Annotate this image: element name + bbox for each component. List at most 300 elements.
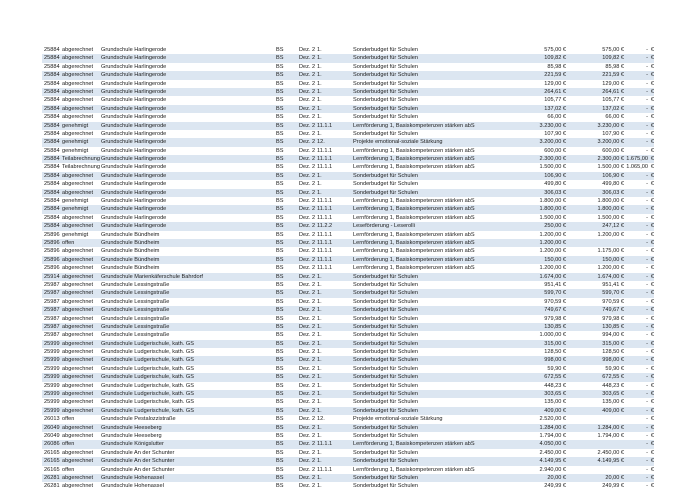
cell-bs: BS: [276, 458, 284, 465]
cell-id: 25999: [44, 399, 60, 406]
cell-code: 1.: [317, 105, 322, 112]
cell-status: abgerechnet: [62, 88, 94, 95]
cell-currency: €: [650, 474, 654, 481]
cell-bs: BS: [276, 181, 284, 188]
cell-currency: €: [650, 483, 654, 490]
cell-amount-settled: 137,02 €: [602, 105, 624, 112]
cell-amount-settled: 303,65 €: [602, 391, 624, 398]
cell-code: 1.: [317, 273, 322, 280]
cell-dezernat: Dez. 2: [299, 72, 316, 79]
cell-amount-settled: 1.794,00 €: [597, 432, 624, 439]
cell-status: abgerechnet: [62, 483, 94, 490]
cell-amount-settled: 130,85 €: [602, 323, 624, 330]
cell-bs: BS: [276, 88, 284, 95]
cell-id: 25884: [44, 72, 60, 79]
cell-amount-partial: -: [646, 97, 648, 104]
cell-dezernat: Dez. 2: [299, 47, 316, 53]
cell-amount-settled: 247,12 €: [602, 223, 624, 230]
cell-amount-requested: 2.450,00 €: [539, 449, 566, 456]
cell-dezernat: Dez. 2: [299, 256, 316, 263]
cell-bs: BS: [276, 382, 284, 389]
cell-amount-partial: -: [646, 172, 648, 179]
cell-school: Grundschule Bündheim: [101, 256, 160, 263]
cell-dezernat: Dez. 2: [299, 458, 316, 465]
cell-amount-requested: 221,59 €: [544, 72, 566, 79]
cell-bs: BS: [276, 374, 284, 381]
cell-school: Grundschule Ludgerischule, kath. GS: [101, 391, 194, 398]
cell-code: 1.: [317, 399, 322, 406]
cell-program: Lernförderung 1, Basiskompetenzen stärken abS: [353, 441, 475, 448]
cell-dezernat: Dez. 2: [299, 407, 316, 414]
cell-amount-settled: 1.284,00 €: [597, 424, 624, 431]
cell-id: 25987: [44, 323, 60, 330]
table-row: [42, 340, 654, 348]
cell-status: abgerechnet: [62, 323, 94, 330]
cell-dezernat: Dez. 2: [299, 206, 316, 213]
cell-amount-settled: 306,03 €: [602, 189, 624, 196]
cell-program: Sonderbudget für Schulen: [353, 97, 418, 104]
cell-amount-settled: 1.500,00 €: [597, 214, 624, 221]
cell-program: Sonderbudget für Schulen: [353, 458, 418, 465]
table-row: [42, 407, 654, 415]
cell-bs: BS: [276, 449, 284, 456]
cell-school: Grundschule Harlingerode: [101, 55, 167, 62]
cell-code: 1.: [317, 72, 322, 79]
cell-amount-requested: 1.200,00 €: [539, 231, 566, 238]
table-row: [42, 306, 654, 314]
cell-currency: €: [650, 256, 654, 263]
cell-status: abgerechnet: [62, 374, 94, 381]
cell-code: 1.: [317, 315, 322, 322]
cell-amount-requested: 409,00 €: [544, 407, 566, 414]
cell-amount-requested: 749,67 €: [544, 307, 566, 314]
cell-dezernat: Dez. 2: [299, 139, 316, 146]
cell-program: Projekte emotional-soziale Stärkung: [353, 416, 443, 423]
cell-status: genehmigt: [62, 139, 89, 146]
cell-school: Grundschule Ludgerischule, kath. GS: [101, 382, 194, 389]
cell-currency: €: [650, 47, 654, 53]
cell-amount-partial: -: [646, 399, 648, 406]
cell-bs: BS: [276, 172, 284, 179]
cell-program: Sonderbudget für Schulen: [353, 273, 418, 280]
cell-id: 25884: [44, 206, 60, 213]
cell-school: Grundschule Ludgerischule, kath. GS: [101, 365, 194, 372]
cell-school: Grundschule Lessingstraße: [101, 281, 170, 288]
cell-id: 25884: [44, 198, 60, 205]
cell-code: 1.: [317, 407, 322, 414]
cell-id: 25884: [44, 88, 60, 95]
cell-status: abgerechnet: [62, 449, 94, 456]
cell-currency: €: [650, 181, 654, 188]
cell-dezernat: Dez. 2: [299, 164, 316, 171]
cell-amount-partial: -: [646, 332, 648, 339]
cell-currency: €: [650, 340, 654, 347]
cell-id: 25999: [44, 391, 60, 398]
cell-amount-requested: 20,00 €: [547, 474, 566, 481]
cell-school: Grundschule Harlingerode: [101, 114, 167, 121]
cell-amount-settled: 20,00 €: [605, 474, 624, 481]
cell-currency: €: [650, 441, 654, 448]
cell-currency: €: [650, 273, 654, 280]
cell-id: 25987: [44, 307, 60, 314]
cell-status: abgerechnet: [62, 130, 94, 137]
cell-id: 25999: [44, 382, 60, 389]
cell-currency: €: [650, 105, 654, 112]
table-row: [42, 281, 654, 289]
cell-status: abgerechnet: [62, 432, 94, 439]
cell-program: Lernförderung 1, Basiskompetenzen stärken abS: [353, 198, 475, 205]
cell-program: Lernförderung 1, Basiskompetenzen stärken abS: [353, 248, 475, 255]
cell-currency: €: [650, 458, 654, 465]
cell-status: abgerechnet: [62, 273, 94, 280]
cell-school: Grundschule Harlingerode: [101, 164, 167, 171]
cell-school: Grundschule Harlingerode: [101, 97, 167, 104]
cell-amount-requested: 979,98 €: [544, 315, 566, 322]
cell-code: 1.: [317, 332, 322, 339]
cell-status: abgerechnet: [62, 189, 94, 196]
cell-amount-requested: 998,00 €: [544, 357, 566, 364]
cell-school: Grundschule Lessingstraße: [101, 323, 170, 330]
table-row: [42, 356, 654, 364]
cell-school: Grundschule Harlingerode: [101, 105, 167, 112]
cell-bs: BS: [276, 290, 284, 297]
cell-amount-partial: -: [646, 214, 648, 221]
cell-amount-partial: -: [646, 474, 648, 481]
cell-amount-settled: 970,59 €: [602, 298, 624, 305]
cell-program: Sonderbudget für Schulen: [353, 63, 418, 70]
cell-id: 25884: [44, 114, 60, 121]
cell-code: 1.: [317, 432, 322, 439]
cell-amount-requested: 499,80 €: [544, 181, 566, 188]
cell-status: Teilabrechnung: [62, 156, 100, 163]
cell-amount-requested: 66,00 €: [547, 114, 566, 121]
cell-code: 1.: [317, 449, 322, 456]
cell-program: Lernförderung 1, Basiskompetenzen stärken abS: [353, 256, 475, 263]
cell-dezernat: Dez. 2: [299, 441, 316, 448]
cell-id: 25884: [44, 147, 60, 154]
cell-amount-requested: 1.284,00 €: [539, 424, 566, 431]
cell-status: abgerechnet: [62, 298, 94, 305]
cell-id: 25999: [44, 374, 60, 381]
cell-amount-requested: 109,82 €: [544, 55, 566, 62]
cell-amount-partial: -: [646, 105, 648, 112]
cell-id: 25999: [44, 365, 60, 372]
cell-id: 25884: [44, 63, 60, 70]
cell-program: Sonderbudget für Schulen: [353, 399, 418, 406]
cell-id: 25884: [44, 80, 60, 87]
cell-bs: BS: [276, 349, 284, 356]
cell-bs: BS: [276, 114, 284, 121]
table-row: [42, 289, 654, 297]
cell-code: 1.: [317, 114, 322, 121]
cell-school: Grundschule Lessingstraße: [101, 315, 170, 322]
cell-id: 25884: [44, 55, 60, 62]
cell-school: Grundschule Harlingerode: [101, 189, 167, 196]
cell-amount-requested: 4.050,00 €: [539, 441, 566, 448]
cell-dezernat: Dez. 2: [299, 248, 316, 255]
cell-dezernat: Dez. 2: [299, 130, 316, 137]
cell-amount-settled: 1.200,00 €: [597, 265, 624, 272]
cell-currency: €: [650, 391, 654, 398]
cell-program: Sonderbudget für Schulen: [353, 298, 418, 305]
cell-bs: BS: [276, 214, 284, 221]
cell-amount-partial: -: [646, 114, 648, 121]
cell-amount-requested: 130,85 €: [544, 323, 566, 330]
cell-amount-requested: 1.200,00 €: [539, 265, 566, 272]
cell-program: Sonderbudget für Schulen: [353, 114, 418, 121]
cell-amount-settled: 2.450,00 €: [597, 449, 624, 456]
cell-school: Grundschule Harlingerode: [101, 47, 167, 53]
cell-code: 1.: [317, 80, 322, 87]
cell-id: 26086: [44, 441, 60, 448]
cell-amount-partial: -: [646, 349, 648, 356]
cell-school: Grundschule Harlingerode: [101, 172, 167, 179]
cell-amount-partial: -: [646, 47, 648, 53]
cell-currency: €: [650, 130, 654, 137]
table-row: [42, 273, 654, 281]
cell-bs: BS: [276, 357, 284, 364]
table-row: [42, 424, 654, 432]
cell-bs: BS: [276, 416, 284, 423]
table-row: [42, 449, 654, 457]
cell-amount-partial: -: [646, 407, 648, 414]
cell-bs: BS: [276, 239, 284, 246]
cell-code: 1.: [317, 374, 322, 381]
table-row: [42, 373, 654, 381]
cell-dezernat: Dez. 2: [299, 181, 316, 188]
cell-bs: BS: [276, 474, 284, 481]
cell-currency: €: [650, 80, 654, 87]
cell-dezernat: Dez. 2: [299, 307, 316, 314]
cell-bs: BS: [276, 298, 284, 305]
cell-amount-requested: 970,59 €: [544, 298, 566, 305]
cell-amount-requested: 3.200,00 €: [539, 139, 566, 146]
cell-bs: BS: [276, 156, 284, 163]
cell-program: Lernförderung 1, Basiskompetenzen stärken abS: [353, 147, 475, 154]
cell-bs: BS: [276, 323, 284, 330]
cell-code: 11.1.1: [317, 147, 333, 154]
table-row: [42, 80, 654, 88]
cell-id: 25987: [44, 315, 60, 322]
cell-school: Grundschule Lessingstraße: [101, 298, 170, 305]
cell-school: Grundschule Harlingerode: [101, 223, 167, 230]
cell-amount-settled: 128,50 €: [602, 349, 624, 356]
cell-id: 25884: [44, 181, 60, 188]
cell-school: Grundschule Lessingstraße: [101, 332, 170, 339]
cell-school: Grundschule Harlingerode: [101, 181, 167, 188]
table-row: [42, 365, 654, 373]
cell-amount-partial: -: [646, 382, 648, 389]
cell-code: 11.1.1: [317, 231, 333, 238]
cell-code: 11.1.1: [317, 466, 333, 473]
table-row: [42, 122, 654, 130]
cell-bs: BS: [276, 63, 284, 70]
table-row: [42, 71, 654, 79]
cell-dezernat: Dez. 2: [299, 88, 316, 95]
cell-id: 26165: [44, 458, 60, 465]
cell-id: 26281: [44, 474, 60, 481]
cell-amount-partial: -: [646, 432, 648, 439]
cell-dezernat: Dez. 2: [299, 281, 316, 288]
cell-dezernat: Dez. 2: [299, 223, 316, 230]
cell-status: Teilabrechnung: [62, 164, 100, 171]
cell-code: 1.: [317, 323, 322, 330]
cell-amount-settled: 2.300,00 €: [597, 156, 624, 163]
cell-amount-settled: 1.500,00 €: [597, 164, 624, 171]
cell-status: abgerechnet: [62, 391, 94, 398]
cell-status: genehmigt: [62, 206, 89, 213]
cell-amount-partial: -: [646, 483, 648, 490]
table-row: [42, 231, 654, 239]
cell-bs: BS: [276, 206, 284, 213]
cell-status: abgerechnet: [62, 265, 94, 272]
cell-program: Sonderbudget für Schulen: [353, 290, 418, 297]
cell-status: abgerechnet: [62, 80, 94, 87]
cell-status: genehmigt: [62, 231, 89, 238]
table-row: [42, 180, 654, 188]
cell-status: abgerechnet: [62, 47, 94, 53]
cell-status: abgerechnet: [62, 399, 94, 406]
cell-dezernat: Dez. 2: [299, 323, 316, 330]
cell-amount-partial: -: [646, 231, 648, 238]
cell-amount-requested: 1.800,00 €: [539, 198, 566, 205]
cell-currency: €: [650, 156, 654, 163]
cell-amount-partial: 1.675,00: [626, 156, 648, 163]
cell-bs: BS: [276, 273, 284, 280]
cell-program: Sonderbudget für Schulen: [353, 130, 418, 137]
cell-id: 25884: [44, 122, 60, 129]
cell-dezernat: Dez. 2: [299, 55, 316, 62]
cell-amount-partial: -: [646, 441, 648, 448]
cell-school: Grundschule Lessingstraße: [101, 290, 170, 297]
cell-amount-settled: 951,41 €: [602, 281, 624, 288]
cell-dezernat: Dez. 2: [299, 189, 316, 196]
cell-code: 11.1.1: [317, 164, 333, 171]
cell-school: Grundschule Bündheim: [101, 248, 160, 255]
cell-id: 25884: [44, 130, 60, 137]
cell-amount-partial: -: [646, 340, 648, 347]
cell-status: abgerechnet: [62, 349, 94, 356]
cell-currency: €: [650, 416, 654, 423]
cell-currency: €: [650, 307, 654, 314]
cell-currency: €: [650, 323, 654, 330]
cell-bs: BS: [276, 307, 284, 314]
cell-id: 26049: [44, 424, 60, 431]
cell-amount-requested: 315,00 €: [544, 340, 566, 347]
cell-amount-requested: 249,99 €: [544, 483, 566, 490]
cell-bs: BS: [276, 248, 284, 255]
cell-school: Grundschule An der Schunter: [101, 458, 175, 465]
cell-amount-partial: -: [646, 458, 648, 465]
cell-dezernat: Dez. 2: [299, 449, 316, 456]
cell-status: abgerechnet: [62, 474, 94, 481]
cell-id: 25914: [44, 273, 60, 280]
table-row: [42, 432, 654, 440]
cell-currency: €: [650, 72, 654, 79]
cell-status: abgerechnet: [62, 214, 94, 221]
table-row: [42, 323, 654, 331]
cell-id: 25999: [44, 357, 60, 364]
cell-school: Grundschule Heeseberg: [101, 424, 162, 431]
cell-dezernat: Dez. 2: [299, 97, 316, 104]
table-row: [42, 390, 654, 398]
cell-amount-settled: 409,00 €: [602, 407, 624, 414]
table-row: [42, 54, 654, 62]
table-row: [42, 96, 654, 104]
cell-id: 25884: [44, 189, 60, 196]
table-row: [42, 264, 654, 272]
cell-dezernat: Dez. 2: [299, 156, 316, 163]
cell-amount-settled: 129,00 €: [602, 80, 624, 87]
cell-program: Lernförderung 1, Basiskompetenzen stärken abS: [353, 156, 475, 163]
cell-amount-partial: -: [646, 248, 648, 255]
cell-dezernat: Dez. 2: [299, 424, 316, 431]
cell-program: Lernförderung 1, Basiskompetenzen stärken abS: [353, 122, 475, 129]
cell-program: Lernförderung 1, Basiskompetenzen stärken abS: [353, 239, 475, 246]
cell-code: 1.: [317, 382, 322, 389]
cell-program: Lernförderung 1, Basiskompetenzen stärken abS: [353, 265, 475, 272]
cell-status: abgerechnet: [62, 458, 94, 465]
cell-bs: BS: [276, 466, 284, 473]
cell-dezernat: Dez. 2: [299, 265, 316, 272]
cell-program: Lernförderung 1, Basiskompetenzen stärken abS: [353, 206, 475, 213]
cell-amount-requested: 1.794,00 €: [539, 432, 566, 439]
cell-school: Grundschule Bündheim: [101, 265, 160, 272]
cell-id: 25884: [44, 105, 60, 112]
cell-program: Sonderbudget für Schulen: [353, 483, 418, 490]
cell-amount-partial: -: [646, 181, 648, 188]
cell-id: 25896: [44, 256, 60, 263]
cell-id: 25896: [44, 265, 60, 272]
table-row: [42, 147, 654, 155]
table-row: [42, 130, 654, 138]
cell-code: 11.1.1: [317, 441, 333, 448]
cell-bs: BS: [276, 97, 284, 104]
cell-status: genehmigt: [62, 198, 89, 205]
cell-id: 25896: [44, 239, 60, 246]
cell-status: offen: [62, 441, 75, 448]
cell-status: abgerechnet: [62, 281, 94, 288]
cell-amount-partial: -: [646, 206, 648, 213]
cell-code: 1.: [317, 458, 322, 465]
cell-program: Sonderbudget für Schulen: [353, 88, 418, 95]
cell-amount-partial: -: [646, 189, 648, 196]
cell-id: 25884: [44, 223, 60, 230]
cell-code: 1.: [317, 357, 322, 364]
cell-program: Sonderbudget für Schulen: [353, 391, 418, 398]
cell-dezernat: Dez. 2: [299, 114, 316, 121]
cell-id: 25999: [44, 340, 60, 347]
cell-currency: €: [650, 122, 654, 129]
cell-amount-partial: -: [646, 88, 648, 95]
cell-amount-partial: -: [646, 466, 648, 473]
cell-bs: BS: [276, 281, 284, 288]
cell-bs: BS: [276, 164, 284, 171]
cell-status: abgerechnet: [62, 114, 94, 121]
cell-currency: €: [650, 164, 654, 171]
cell-id: 26165: [44, 466, 60, 473]
cell-amount-settled: 1.674,00 €: [597, 273, 624, 280]
table-row: [42, 298, 654, 306]
cell-bs: BS: [276, 105, 284, 112]
cell-currency: €: [650, 298, 654, 305]
cell-amount-partial: -: [646, 147, 648, 154]
cell-amount-requested: 2.300,00 €: [539, 156, 566, 163]
cell-dezernat: Dez. 2: [299, 290, 316, 297]
cell-id: 25987: [44, 281, 60, 288]
cell-amount-settled: 1.200,00 €: [597, 231, 624, 238]
cell-amount-settled: 599,70 €: [602, 290, 624, 297]
